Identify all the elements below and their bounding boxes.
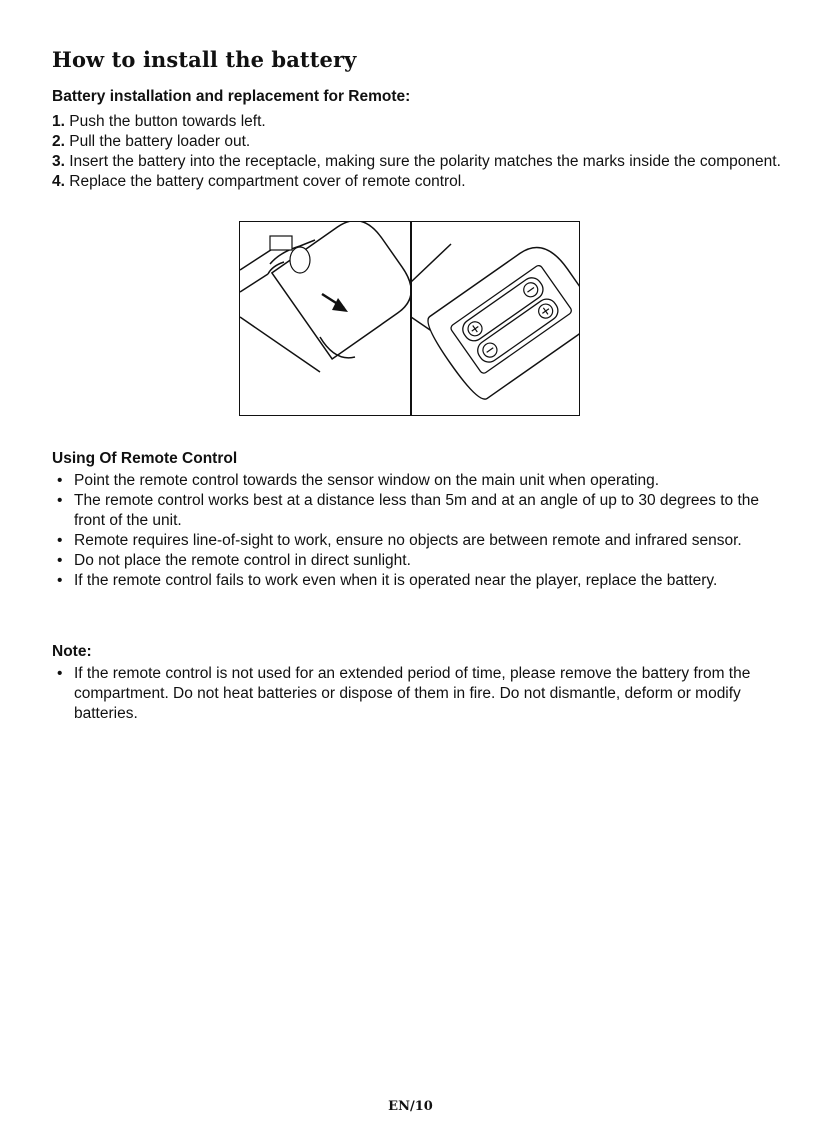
list-item: • If the remote control is not used for an extended period of time, please remove the battery from the compartment. Do not heat batteries or dispose of them in fire. Do not dismantle, deform or modify batteries. — [52, 664, 772, 724]
install-step — [52, 152, 782, 172]
list-item: • The remote control works best at a distance less than 5m and at an angle of up to 30 degrees to the front of the unit. — [52, 491, 772, 531]
remote-cover-illustration — [240, 222, 410, 415]
list-item: • Do not place the remote control in direct sunlight. — [52, 551, 772, 571]
install-step — [52, 112, 782, 132]
page-number: EN/10 — [388, 1099, 433, 1114]
list-item: • Remote requires line-of-sight to work, ensure no objects are between remote and infrared sensor. — [52, 531, 772, 551]
install-step — [52, 132, 782, 152]
battery-installation-figure — [239, 221, 580, 416]
step-number: 3. — [52, 153, 65, 170]
step-text: Replace the battery compartment cover of remote control. — [69, 173, 466, 190]
note-heading: Note: — [52, 643, 92, 660]
note-list — [52, 664, 772, 724]
install-steps — [52, 112, 782, 192]
battery-compartment-illustration — [411, 222, 579, 415]
list-item: • If the remote control fails to work even when it is operated near the player, replace the battery. — [52, 571, 772, 591]
usage-heading: Using Of Remote Control — [52, 450, 238, 467]
install-heading: Battery installation and replacement for Remote: — [52, 88, 411, 105]
step-text: Pull the battery loader out. — [69, 133, 251, 150]
install-step — [52, 172, 782, 192]
step-text: Push the button towards left. — [69, 113, 266, 130]
list-item: • Point the remote control towards the sensor window on the main unit when operating. — [52, 471, 772, 491]
step-number: 2. — [52, 133, 65, 150]
usage-list — [52, 471, 772, 591]
step-number: 4. — [52, 173, 65, 190]
step-number: 1. — [52, 113, 65, 130]
page-title: How to install the battery — [52, 47, 357, 72]
step-text: Insert the battery into the receptacle, making sure the polarity matches the marks inside the component. — [69, 153, 781, 170]
